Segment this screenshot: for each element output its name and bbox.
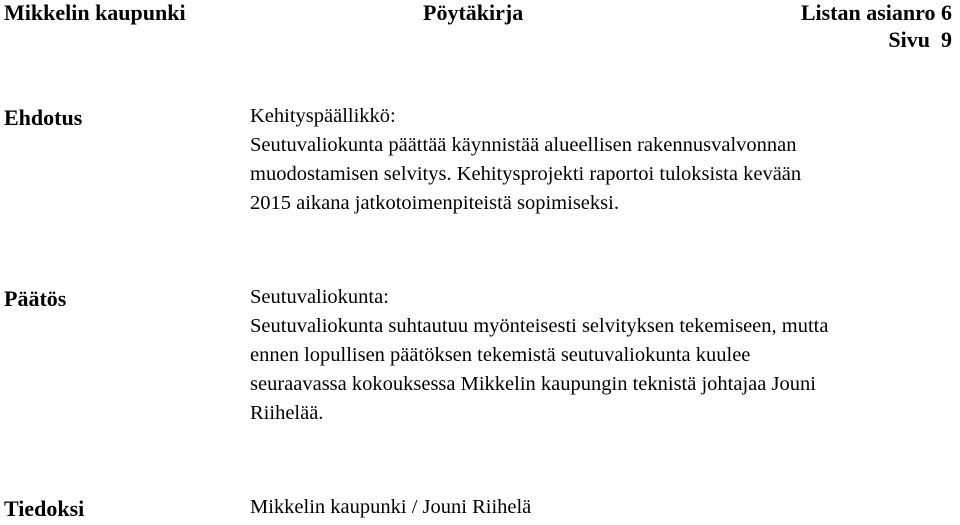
body-line: Mikkelin kaupunki / Jouni Riihelä xyxy=(250,496,532,518)
body-line: Seutuvaliokunta päättää käynnistää alueellisen rakennusvalvonnan xyxy=(250,134,797,156)
document-type: Pöytäkirja xyxy=(423,0,524,25)
body-line: ennen lopullisen päätöksen tekemistä seutuvaliokunta kuulee xyxy=(250,344,751,366)
body-line: Kehityspäällikkö: xyxy=(250,105,396,127)
body-line: muodostamisen selvitys. Kehitysprojekti raportoi tuloksista kevään xyxy=(250,163,802,185)
page-number: Sivu 9 xyxy=(888,27,952,52)
body-line: 2015 aikana jatkotoimenpiteistä sopimiseksi. xyxy=(250,192,619,214)
body-line: seuraavassa kokouksessa Mikkelin kaupungin teknistä johtajaa Jouni xyxy=(250,373,816,395)
section-body-ehdotus xyxy=(250,102,955,218)
organization-name: Mikkelin kaupunki xyxy=(4,0,186,25)
section-label-paatos: Päätös xyxy=(4,286,67,311)
section-label-tiedoksi: Tiedoksi xyxy=(4,496,85,521)
body-line: Riihelää. xyxy=(250,402,324,424)
agenda-item-number: Listan asianro 6 xyxy=(800,0,952,25)
section-body-tiedoksi xyxy=(250,493,955,522)
body-line: Seutuvaliokunta suhtautuu myönteisesti selvityksen tekemiseen, mutta xyxy=(250,315,829,337)
section-body-paatos xyxy=(250,283,955,428)
body-line: Seutuvaliokunta: xyxy=(250,286,389,308)
section-label-ehdotus: Ehdotus xyxy=(4,105,83,130)
